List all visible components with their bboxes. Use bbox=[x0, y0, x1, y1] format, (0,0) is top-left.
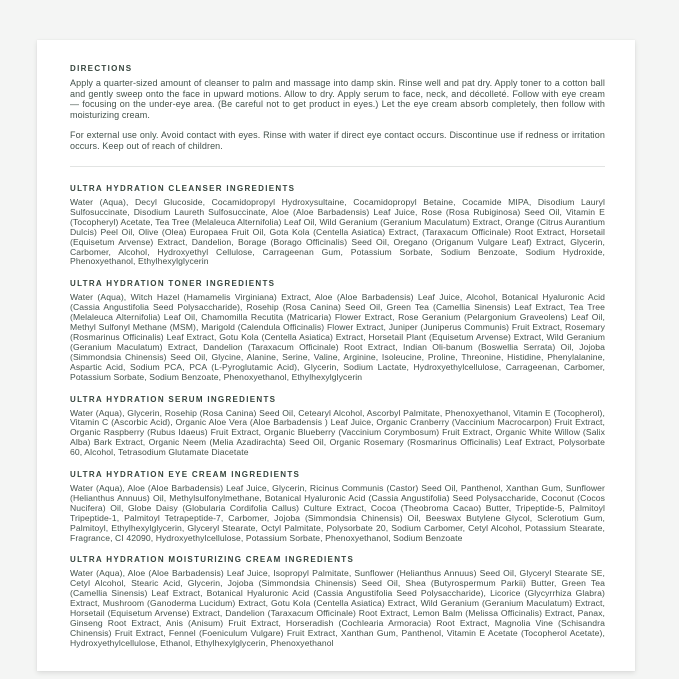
serum-ingredients-section bbox=[70, 395, 605, 459]
section-divider bbox=[70, 166, 605, 167]
product-info-card bbox=[37, 40, 635, 671]
directions-section bbox=[70, 64, 605, 151]
directions-heading: DIRECTIONS bbox=[70, 64, 133, 73]
toner-ingredients-heading: ULTRA HYDRATION TONER INGREDIENTS bbox=[70, 279, 276, 289]
moisturizing-cream-ingredients-heading: ULTRA HYDRATION MOISTURIZING CREAM INGREDIENTS bbox=[70, 555, 355, 565]
serum-ingredients-heading: ULTRA HYDRATION SERUM INGREDIENTS bbox=[70, 394, 277, 404]
cleanser-ingredients-section bbox=[70, 184, 605, 267]
cleanser-ingredients-text: Water (Aqua), Decyl Glucoside, Cocamidopropyl Hydroxysultaine, Cocamidopropyl Betaine, Cocamide MIPA, Disodium Lauryl Sulfosuccinate, Disodium Laureth Sulfosuccinate, Aloe (Aloe Barbadensis) Leaf Juice, Rose (Rosa Rubiginosa) Seed Oil, Vitamin E (Tocopheryl) Acetate, Tea Tree (Melaleuca Alternifolia) Leaf Oil, Wild Geranium (Geranium Maculatum) Extract, Orange (Citrus Aurantium Dulcis) Peel Oil, Olive (Olea) Europaea Fruit Oil, Gota Kola (Centella Asiatica) Extract, (Taraxacum Officinale) Root Extract, Horsetail (Equisetum Arvense) Extract, Dandelion, Borage (Borago Officinalis) Seed Oil, Oregano (Origanum Vulgare Leaf) Extract, Glycerin, Carbomer, Alcohol, Hydroxyethyl Cellulose, Carrageenan Gum, Potassium Sorbate, Sodium Benzoate, Sodium Hydroxide, Phenoxyethanol, Ethylhexylglycerin bbox=[70, 197, 605, 267]
eye-cream-ingredients-text: Water (Aqua), Aloe (Aloe Barbadensis) Leaf Juice, Glycerin, Ricinus Communis (Castor) Seed Oil, Panthenol, Xanthan Gum, Sunflower (Helianthus Annuus) Oil, Methylsulfonylmethane, Botanical Hyaluronic Acid (Cassia Angustifolia) Seed Polysaccharide, Coconut (Cocos Nucifera) Oil, Globe Daisy (Globularia Cordifolia Callus) Culture Extract, Cocoa (Theobroma Cacao) Butter, Tripeptide-5, Palmitoyl Tripeptide-1, Palmitoyl Tetrapeptide-7, Carbomer, Jojoba (Simmondsia Chinensis) Oil, Beeswax Butylene Glycol, Sclerotium Gum, Palmitoyl, Ethylhexylglycerin, Glyceryl Stearate, Octyl Palmitate, Polysorbate 20, Sodium Carbomer, Cetyl Alcohol, Potassium Stearate, Fragrance, CI 42090, Hydroxyethylcellulose, Potassium Sorbate, Phenoxyethanol, Sodium Benzoate bbox=[70, 483, 605, 543]
eye-cream-ingredients-heading: ULTRA HYDRATION EYE CREAM INGREDIENTS bbox=[70, 470, 301, 480]
directions-usage-paragraph: Apply a quarter-sized amount of cleanser to palm and massage into damp skin. Rinse well and pat dry. Apply toner to a cotton ball and gently sweep onto the face in upward motions. Allow to dry. Apply serum to face, neck, and décolleté. Follow with eye cream — focusing on the under-eye area. (Be careful not to get product in eyes.) Let the eye cream absorb completely, then follow with moisturizing cream. bbox=[70, 78, 605, 120]
directions-warning-paragraph: For external use only. Avoid contact with eyes. Rinse with water if direct eye contact occurs. Discontinue use if redness or irritation occurs. Keep out of reach of children. bbox=[70, 130, 605, 151]
eye-cream-ingredients-section bbox=[70, 470, 605, 543]
cleanser-ingredients-heading: ULTRA HYDRATION CLEANSER INGREDIENTS bbox=[70, 184, 296, 193]
moisturizing-cream-ingredients-section bbox=[70, 555, 605, 648]
toner-ingredients-text: Water (Aqua), Witch Hazel (Hamamelis Virginiana) Extract, Aloe (Aloe Barbadensis) Leaf Juice, Alcohol, Botanical Hyaluronic Acid (Cassia Angustifolia Seed Polysaccharide), Rosehip (Rosa Canina) Seed Oil, Green Tea (Camellia Sinensis) Leaf Extract, Tea Tree (Melaleuca Alternifolia) Leaf Oil, Chamomilla Recutita (Matricaria) Flower Extract, Rose Geranium (Pelargonium Graveolens) Leaf Oil, Methyl Sulfonyl Methane (MSM), Marigold (Calendula Officinalis) Flower Extract, Juniper (Juniperus Communis) Fruit Extract, Rosemary (Rosmarinus Officinalis) Leaf Extract, Gotu Kola (Centella Asiatica) Extract, Horsetail Plant (Equisetum Arvense) Extract, Wild Geranium (Geranium Maculatum) Extract, Dandelion (Taraxacum Officinale) Root Extract, Indian Oli-banum (Boswellia Serrata) Oil, Jojoba (Simmondsia Chinensis) Seed Oil, Glycine, Alanine, Serine, Valine, Arginine, Isoleucine, Proline, Threonine, Histidine, Phenylalanine, Aspartic Acid, Sodium PCA, PCA (L-Pyroglutamic Acid), Glycerin, Sodium Lactate, Hydroxyethylcellulose, Carrageenan, Carbomer, Potassium Sorbate, Sodium Benzoate, Phenoxyethanol, Ethylhexylglycerin bbox=[70, 292, 605, 382]
moisturizing-cream-ingredients-text: Water (Aqua), Aloe (Aloe Barbadensis) Leaf Juice, Isopropyl Palmitate, Sunflower (Helianthus Annuus) Seed Oil, Glyceryl Stearate SE, Cetyl Alcohol, Stearic Acid, Glycerin, Jojoba (Simmondsia Chinensis) Seed Oil, Shea (Butyrospermum Parkii) Butter, Green Tea (Camellia Sinensis) Leaf Extract, Botanical Hyaluronic Acid (Cassia Angustifolia Seed Polysaccharide), Licorice (Glycyrrhiza Glabra) Extract, Mushroom (Ganoderma Lucidum) Extract, Gotu Kola (Centella Asiatica) Extract, Wild Geranium (Geranium Maculatum) Extract, Horsetail (Equisetum Arvense) Extract, Dandelion (Taraxacum Officinale) Root Extract, Lemon Balm (Melissa Officinalis) Extract, Panax, Ginseng Root Extract, Anis (Anisum) Fruit Extract, Horseradish (Cochlearia Armoracia) Root Extract, Magnolia Vine (Schisandra Chinensis) Fruit Extract, Fennel (Foeniculum Vulgare) Fruit Extract, Xanthan Gum, Panthenol, Vitamin E Acetate (Tocopherol Acetate), Hydroxyethylcellulose, Ethanol, Ethylhexylglycerin, Phenoxyethanol bbox=[70, 568, 605, 648]
serum-ingredients-text: Water (Aqua), Glycerin, Rosehip (Rosa Canina) Seed Oil, Cetearyl Alcohol, Ascorbyl Palmitate, Phenoxyethanol, Vitamin E (Tocopherol), Vitamin C (Ascorbic Acid), Organic Aloe Vera (Aloe Barbadensis ) Leaf Juice, Organic Cranberry (Vaccinium Macrocarpon) Fruit Extract, Organic Raspberry (Rubus Idaeus) Fruit Extract, Organic Blueberry (Vaccinium Corymbosum) Fruit Extract, Organic White Willow (Salix Alba) Bark Extract, Organic Neem (Melia Azadirachta) Seed Oil, Organic Rosemary (Rosmarinus Officinalis) Leaf Extract, Polysorbate 60, Alcohol, Tetrasodium Glutamate Diacetate bbox=[70, 407, 605, 458]
toner-ingredients-section bbox=[70, 279, 605, 382]
